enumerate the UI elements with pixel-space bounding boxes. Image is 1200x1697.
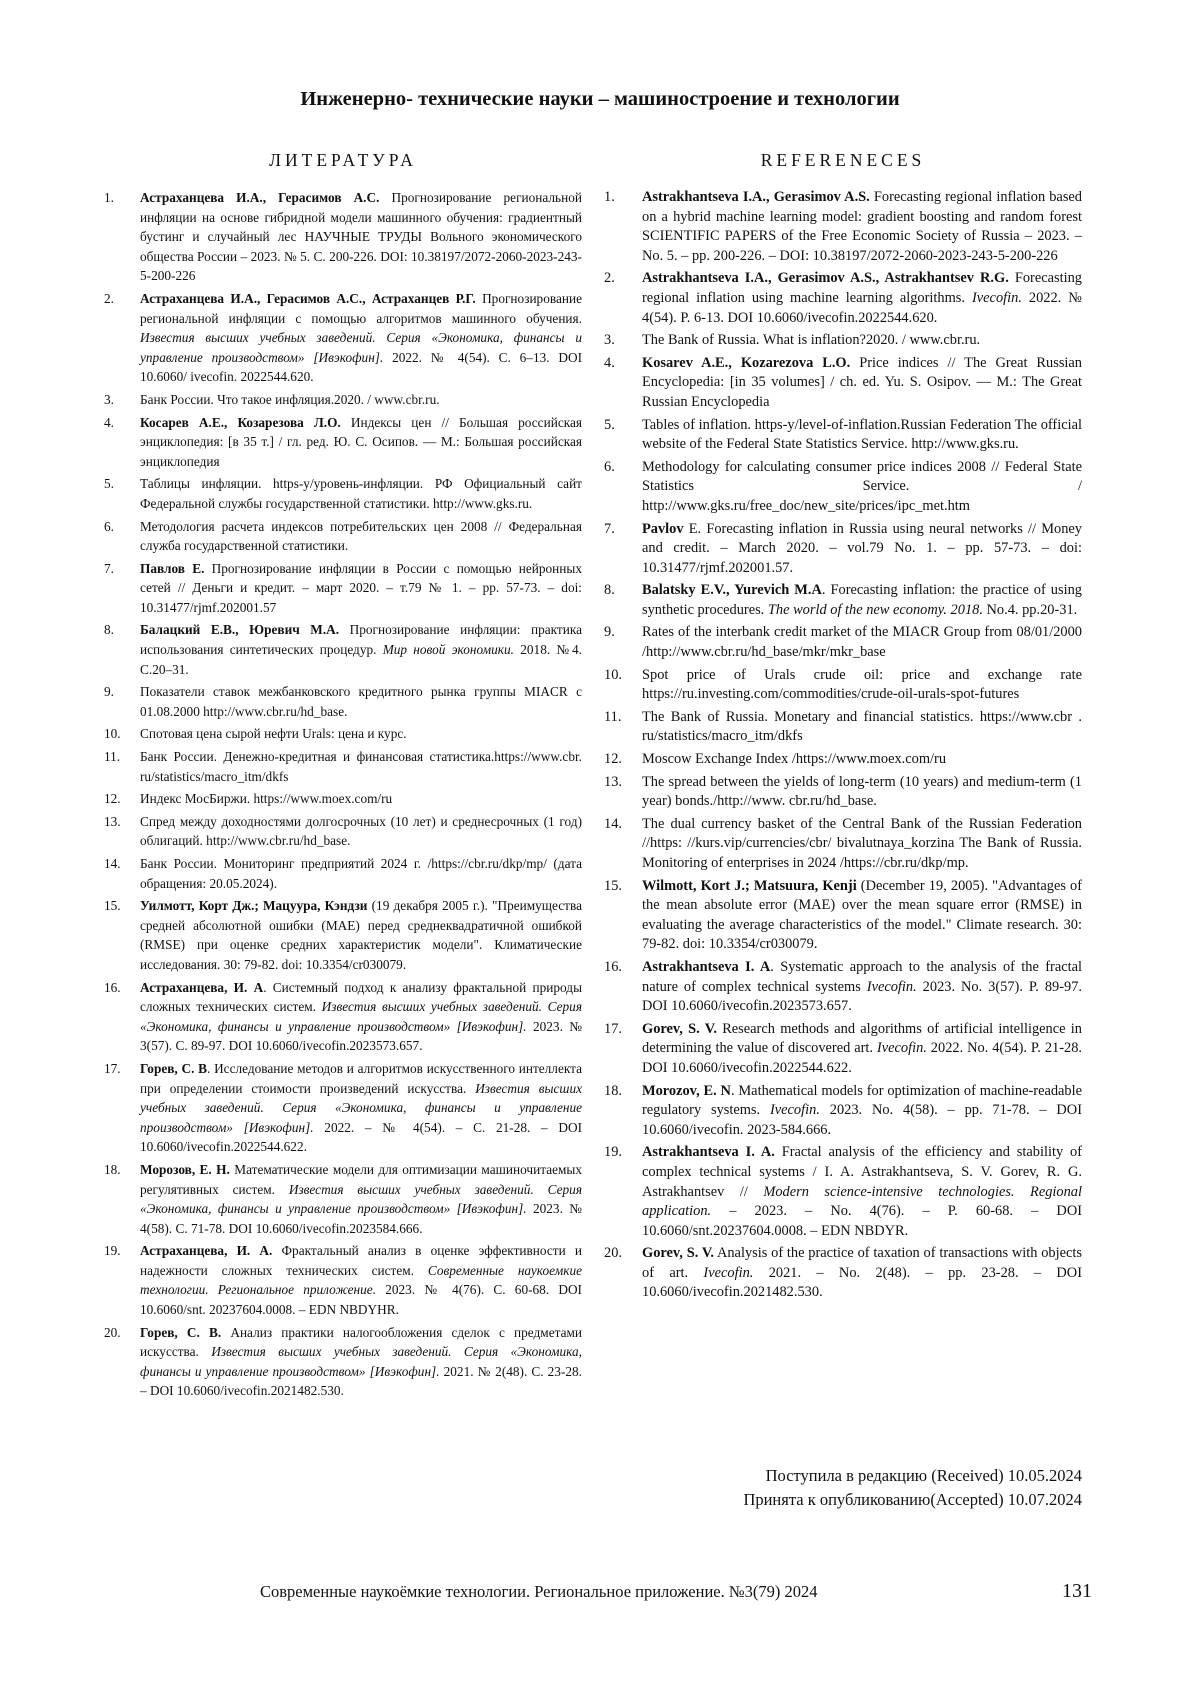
reference-number: 6.	[604, 458, 615, 475]
reference-text	[140, 413, 582, 472]
reference-bold: Pavlov	[642, 520, 684, 537]
reference-bold: Astrakhantseva I. A	[642, 958, 771, 975]
reference-text	[642, 958, 1082, 1017]
reference-tail: 2022. № 4(54). С. 6–13. DOI 10.6060/ ivecofin. 2022544.620.	[140, 349, 582, 385]
reference-number: 16.	[104, 979, 121, 995]
reference-number: 5.	[104, 476, 114, 492]
reference-number: 7.	[104, 560, 114, 576]
reference-before: Банк России. Мониторинг предприятий 2024 г. /https://cbr.ru/dkp/mp/ (дата обращения: 20.05.2024).	[140, 856, 582, 891]
reference-number: 8.	[604, 582, 615, 599]
reference-item	[104, 724, 582, 744]
reference-text	[642, 520, 1082, 579]
reference-italic: Ivecofin.	[703, 1264, 754, 1281]
reference-text	[140, 620, 582, 679]
reference-text	[642, 773, 1082, 812]
reference-text	[642, 269, 1082, 328]
reference-text	[642, 877, 1082, 955]
reference-tail: 2021. № 2(48). С. 23-28. – DOI 10.6060/ivecofin.2021482.530.	[140, 1363, 583, 1399]
reference-tail: – 2023. – No. 4(76). – P. 60-68. – DOI 10.6060/snt.20237604.0008. – EDN NBDYR.	[642, 1203, 1082, 1239]
reference-text	[642, 581, 1082, 620]
reference-item	[104, 682, 582, 721]
reference-number: 4.	[104, 414, 114, 430]
reference-number: 1.	[104, 190, 114, 205]
reference-bold: Морозов, Е. Н.	[140, 1161, 230, 1177]
reference-item	[604, 708, 1082, 747]
reference-before: Банк России. Что такое инфляция.2020. / www.cbr.ru.	[140, 391, 440, 407]
reference-before: Moscow Exchange Index /https://www.moex.com/ru	[642, 751, 947, 768]
reference-item	[604, 331, 1082, 351]
reference-bold: Morozov, E. N	[642, 1082, 731, 1099]
reference-text	[140, 474, 582, 513]
reference-after: . Systematic approach to the analysis of the fractal nature of complex technical systems	[642, 958, 1082, 995]
reference-after: Прогнозирование инфляции: практика использования синтетических процедур.	[140, 622, 582, 658]
reference-item	[104, 620, 582, 679]
submission-dates	[604, 1464, 1082, 1512]
reference-number: 3.	[604, 332, 615, 349]
reference-before: The Bank of Russia. What is inflation?2020. / www.cbr.ru.	[642, 332, 981, 349]
reference-number: 13.	[604, 773, 622, 790]
reference-text	[140, 289, 582, 387]
reference-text	[642, 708, 1082, 747]
reference-after: Индексы цен // Большая российская энциклопедия: [в 35 т.] / гл. ред. Ю. С. Осипов. — М.: Большая российская энциклопедия	[140, 414, 582, 469]
reference-text	[642, 750, 1082, 770]
reference-text	[140, 188, 582, 286]
reference-item	[104, 1160, 582, 1238]
reference-item	[604, 458, 1082, 517]
reference-after: Прогнозирование региональной инфляции на основе гибридной модели машинного обучения: градиентный бустинг и случайный лес НАУЧНЫЕ ТРУДЫ Вольного экономического общества России – 2023. № 5. С. 200-226. DOI: 10.38197/2072-2060-2023-243-5-200-226	[140, 190, 582, 284]
reference-italic: The world of the new economy. 2018.	[767, 601, 983, 618]
reference-item	[604, 958, 1082, 1017]
reference-item	[104, 1241, 582, 1319]
reference-text	[642, 1244, 1082, 1303]
reference-item	[104, 474, 582, 513]
reference-tail: 2022. No. 4(54). P. 21-28. DOI 10.6060/ivecofin.2022544.622.	[642, 1040, 1082, 1076]
reference-item	[604, 623, 1082, 662]
reference-text	[642, 1082, 1082, 1141]
reference-number: 8.	[104, 622, 114, 638]
reference-after: E. Forecasting inflation in Russia using neural networks // Money and credit. – March 2020. – vol.79 No. 1. – pp. 57-73. – doi: 10.31477/rjmf.202001.57.	[642, 520, 1082, 576]
reference-text	[140, 724, 582, 744]
reference-before: Таблицы инфляции. https-y/уровень-инфляции. РФ Официальный сайт Федеральной службы государственной статистики. http://www.gks.ru.	[140, 476, 582, 511]
reference-item	[104, 747, 582, 786]
reference-after: . Mathematical models for optimization of machine-readable regulatory systems.	[642, 1082, 1083, 1119]
reference-text	[642, 1143, 1082, 1241]
reference-text	[140, 854, 582, 893]
reference-after: Прогнозирование региональной инфляции с помощью алгоритмов машинного обучения.	[140, 290, 582, 326]
reference-italic: Мир новой экономики.	[382, 642, 514, 658]
reference-item	[604, 354, 1082, 413]
reference-bold: Уилмотт, Корт Дж.; Мацуура, Кэндзи	[140, 898, 368, 914]
reference-text	[642, 354, 1082, 413]
reference-item	[104, 896, 582, 974]
reference-item	[104, 188, 582, 286]
reference-item	[604, 581, 1082, 620]
literature-heading: ЛИТЕРАТУРА	[269, 150, 417, 170]
reference-italic: Известия высших учебных заведений. Серия «Экономика, финансы и управление производством» [Ивэкофин].	[140, 1080, 582, 1135]
reference-bold: Астраханцева, И. А.	[140, 1243, 273, 1259]
reference-number: 18.	[104, 1161, 121, 1177]
reference-bold: Gorev, S. V.	[642, 1245, 714, 1262]
reference-tail: 2018. №4. С.20–31.	[140, 642, 582, 677]
reference-bold: Астраханцева, И. А	[140, 979, 264, 995]
reference-bold: Astrakhantseva I. A.	[642, 1144, 775, 1161]
reference-text	[140, 812, 582, 851]
reference-item	[604, 1082, 1082, 1141]
reference-number: 19.	[104, 1243, 121, 1259]
reference-bold: Астраханцева И.А., Герасимов А.С.	[140, 190, 380, 205]
reference-text	[642, 188, 1082, 266]
reference-item	[604, 877, 1082, 955]
reference-bold: Павлов Е.	[140, 560, 205, 576]
reference-item	[104, 559, 582, 618]
reference-item	[604, 188, 1082, 266]
references-heading: REFERENECES	[760, 150, 926, 170]
reference-item	[104, 854, 582, 893]
reference-text	[642, 1020, 1082, 1079]
reference-number: 5.	[604, 416, 615, 433]
reference-number: 19.	[604, 1144, 622, 1161]
reference-item	[104, 789, 582, 809]
reference-after: . Исследование методов и алгоритмов искусственного интеллекта при определении стоимости произведений искусства.	[140, 1060, 583, 1096]
reference-text	[140, 896, 582, 974]
reference-tail: 2023. № 3(57). С. 89-97. DOI 10.6060/ivecofin.2023573.657.	[140, 1018, 582, 1054]
reference-before: Банк России. Денежно-кредитная и финансовая статистика.https://www.cbr. ru/statistics/macro_itm/dkfs	[140, 749, 582, 784]
reference-number: 11.	[104, 749, 121, 765]
reference-item	[604, 520, 1082, 579]
reference-item	[104, 1323, 582, 1401]
reference-tail: 2023. № 4(76). С. 60-68. DOI 10.6060/snt. 20237604.0008. – EDN NBDYHR.	[140, 1282, 582, 1318]
reference-item	[604, 666, 1082, 705]
reference-number: 18.	[604, 1082, 622, 1099]
reference-after: Прогнозирование инфляции в России с помощью нейронных сетей // Деньги и кредит. – март 2020. – т.79 № 1. – pp. 57-73. – doi: 10.31477/rjmf.202001.57	[140, 560, 582, 615]
reference-tail: 2021. – No. 2(48). – pp. 23-28. – DOI 10.6060/ivecofin.2021482.530.	[642, 1264, 1082, 1301]
reference-text	[140, 517, 582, 556]
reference-text	[642, 666, 1082, 705]
reference-number: 15.	[604, 877, 622, 894]
reference-number: 20.	[604, 1245, 622, 1262]
reference-number: 20.	[104, 1324, 121, 1340]
reference-text	[642, 623, 1082, 662]
reference-tail: 2022. – № 4(54). – С. 21-28. – DOI 10.6060/ivecofin.2022544.622.	[140, 1119, 582, 1155]
reference-bold: Gorev, S. V.	[642, 1020, 717, 1037]
reference-bold: Горев, С. В	[140, 1060, 208, 1076]
reference-number: 10.	[604, 666, 622, 683]
reference-item	[104, 413, 582, 472]
reference-bold: Balatsky E.V., Yurevich M.A	[642, 582, 822, 599]
reference-before: Spot price of Urals crude oil: price and exchange rate https://ru.investing.com/commodities/crude-oil-urals-spot-futures	[642, 666, 1082, 703]
reference-text	[140, 1160, 582, 1238]
reference-number: 14.	[104, 856, 121, 871]
reference-before: The dual currency basket of the Central Bank of the Russian Federation //https: //kurs.vip/currencies/cbr/ bivalutnaya_korzina The Bank of Russia. Monitoring of enterprises in 2024 /https://cbr.ru/dkp/mp.	[642, 815, 1082, 871]
reference-number: 12.	[604, 751, 622, 768]
reference-before: Спотовая цена сырой нефти Urals: цена и курс.	[140, 726, 407, 742]
reference-text	[140, 789, 582, 809]
reference-before: Индекс МосБиржи. https://www.moex.com/ru	[140, 791, 393, 807]
reference-item	[604, 1244, 1082, 1303]
reference-italic: Ivecofin.	[876, 1040, 927, 1057]
reference-text	[140, 390, 582, 410]
reference-item	[604, 750, 1082, 770]
reference-number: 4.	[604, 354, 615, 371]
reference-italic: Современные наукоемкие технологии. Региональное приложение.	[140, 1262, 582, 1298]
reference-item	[604, 1020, 1082, 1079]
reference-number: 15.	[104, 898, 121, 914]
reference-after: . Системный подход к анализу фрактальной природы сложных технических систем.	[140, 979, 583, 1015]
page-number: 131	[1062, 1580, 1092, 1602]
reference-item	[604, 1143, 1082, 1241]
reference-item	[104, 978, 582, 1056]
reference-number: 13.	[104, 813, 121, 829]
received-date: Поступила в редакцию (Received) 10.05.2024	[765, 1466, 1082, 1485]
reference-after: Forecasting regional inflation using machine learning algorithms.	[642, 270, 1082, 306]
reference-number: 2.	[104, 290, 114, 306]
reference-item	[104, 812, 582, 851]
reference-before: Показатели ставок межбанковского кредитного рынка группы MIACR с 01.08.2000 http://www.cbr.ru/hd_base.	[140, 684, 582, 719]
journal-name: Современные наукоёмкие технологии. Региональное приложение. №3(79) 2024	[260, 1582, 818, 1601]
reference-tail: 2023. № 4(58). С. 71-78. DOI 10.6060/ivecofin.2023584.666.	[140, 1201, 582, 1236]
reference-before: Methodology for calculating consumer price indices 2008 // Federal State Statistics Service. / http://www.gks.ru/free_doc/new_site/prices/ipc_met.htm	[642, 458, 1082, 514]
reference-after: (19 декабря 2005 г.). "Преимущества средней абсолютной ошибки (MAE) перед среднеквадратичной ошибкой (RMSE) при оценке средних характеристик модели". Климатические исследования. 30: 79-82. doi: 10.3354/cr030079.	[140, 898, 582, 972]
reference-item	[604, 269, 1082, 328]
reference-before: Спред между доходностями долгосрочных (10 лет) и среднесрочных (1 год) облигаций. http://www.cbr.ru/hd_base.	[140, 813, 582, 849]
reference-text	[140, 559, 582, 618]
reference-text	[642, 331, 1082, 351]
reference-item	[104, 517, 582, 556]
reference-after: (December 19, 2005). "Advantages of the mean absolute error (MAE) over the mean square error (RMSE) in evaluating the average characteristics of the model." Climate research. 30: 79-82. doi: 10.3354/cr030079.	[642, 877, 1082, 953]
reference-before: The spread between the yields of long-term (10 years) and medium-term (1 year) bonds./http://www. cbr.ru/hd_base.	[642, 773, 1082, 810]
references-russian	[104, 150, 582, 1404]
reference-text	[140, 978, 582, 1056]
reference-italic: Modern science-intensive technologies. Regional application.	[642, 1183, 1082, 1220]
reference-italic: Известия высших учебных заведений. Серия «Экономика, финансы и управление производством» [Ивэкофин].	[140, 330, 582, 365]
reference-list-en	[604, 188, 1082, 1303]
reference-after: Fractal analysis of the efficiency and stability of complex technical systems / I. A. Astrakhantseva, S. V. Gorev, R. G. Astrakhantsev //	[642, 1144, 1082, 1200]
reference-item	[604, 815, 1082, 874]
references-english	[604, 150, 1082, 1306]
reference-text	[140, 682, 582, 721]
reference-number: 10.	[104, 726, 121, 742]
reference-italic: Ivecofin.	[769, 1102, 820, 1119]
reference-text	[642, 458, 1082, 517]
reference-after: Математические модели для оптимизации машиночитаемых регулятивных систем.	[140, 1161, 582, 1197]
reference-text	[642, 815, 1082, 874]
reference-number: 9.	[104, 684, 114, 700]
reference-tail: 2023. No. 4(58). – pp. 71-78. – DOI 10.6060/ivecofin. 2023-584.666.	[642, 1102, 1082, 1138]
reference-item	[104, 289, 582, 387]
reference-before: The Bank of Russia. Monetary and financial statistics. https://www.cbr . ru/statistics/macro_itm/dkfs	[642, 708, 1082, 745]
page-header	[0, 88, 1200, 111]
reference-number: 11.	[604, 708, 622, 725]
reference-bold: Kosarev A.E., Kozarezova L.O.	[642, 354, 851, 371]
reference-after: Research methods and algorithms of artificial intelligence in determining the value of discovered art.	[642, 1020, 1082, 1057]
reference-text	[140, 747, 582, 786]
reference-number: 16.	[604, 958, 622, 975]
reference-after: Анализ практики налогообложения сделок с предметами искусства.	[140, 1324, 582, 1360]
reference-bold: Балацкий Е.В., Юревич М.А.	[140, 622, 340, 638]
reference-text	[140, 1241, 582, 1319]
reference-text	[642, 416, 1082, 455]
reference-before: Методология расчета индексов потребительских цен 2008 // Федеральная служба государственной статистики.	[140, 518, 582, 554]
reference-italic: Ivecofin.	[971, 289, 1022, 306]
accepted-date: Принята к опубликованию(Accepted) 10.07.2024	[743, 1490, 1082, 1509]
reference-number: 17.	[604, 1020, 622, 1037]
page-footer	[0, 1582, 1200, 1606]
reference-item	[104, 390, 582, 410]
reference-text	[140, 1059, 582, 1157]
reference-before: Tables of inflation. https-y/level-of-inflation.Russian Federation The official website of the Federal State Statistics Service. http://www.gks.ru.	[642, 416, 1082, 453]
reference-before: Rates of the interbank credit market of the MIACR Group from 08/01/2000 /http://www.cbr.ru/hd_base/mkr/mkr_base	[642, 624, 1082, 661]
reference-number: 14.	[604, 815, 622, 832]
reference-text	[140, 1323, 582, 1401]
reference-italic: Известия высших учебных заведений. Серия «Экономика, финансы и управление производством» [Ивэкофин].	[140, 1344, 582, 1379]
reference-tail: No.4. pp.20-31.	[982, 601, 1078, 618]
reference-after: Forecasting regional inflation based on a hybrid machine learning model: gradient boosting and random forest SCIENTIFIC PAPERS of the Free Economic Society of Russia – 2023. – No. 5. – pp. 200-226. – DOI: 10.38197/2072-2060-2023-243-5-200-226	[642, 189, 1083, 264]
reference-number: 6.	[104, 518, 114, 534]
reference-number: 7.	[604, 520, 615, 537]
reference-italic: Известия высших учебных заведений. Серия «Экономика, финансы и управление производством» [Ивэкофин].	[140, 1181, 582, 1217]
reference-after: . Forecasting inflation: the practice of using synthetic procedures.	[642, 582, 1082, 618]
reference-tail: 2022. № 4(54). P. 6-13. DOI 10.6060/ivecofin.2022544.620.	[642, 289, 1082, 326]
reference-bold: Wilmott, Kort J.; Matsuura, Kenji	[642, 877, 857, 894]
reference-bold: Косарев А.Е., Козарезова Л.О.	[140, 414, 341, 430]
reference-tail: 2023. No. 3(57). P. 89-97. DOI 10.6060/ivecofin.2023573.657.	[642, 978, 1083, 1015]
reference-after: Analysis of the practice of taxation of transactions with objects of art.	[642, 1245, 1082, 1281]
reference-number: 12.	[104, 791, 121, 807]
reference-bold: Горев, С. В.	[140, 1324, 222, 1340]
reference-number: 9.	[604, 624, 615, 641]
reference-number: 17.	[104, 1060, 121, 1076]
reference-italic: Ivecofin.	[866, 978, 917, 995]
reference-after: Price indices // The Great Russian Encyclopedia: [in 35 volumes] / ch. ed. Yu. S. Osipov. — M.: The Great Russian Encyclopedia	[642, 354, 1083, 410]
reference-number: 1.	[604, 189, 615, 205]
reference-italic: Известия высших учебных заведений. Серия «Экономика, финансы и управление производством» [Ивэкофин].	[140, 999, 582, 1034]
section-title: Инженерно- технические науки – машиностроение и технологии	[300, 88, 900, 110]
reference-item	[604, 773, 1082, 812]
reference-bold: Astrakhantseva I.A., Gerasimov A.S., Astrakhantsev R.G.	[642, 270, 1009, 287]
reference-bold: Astrakhantseva I.A., Gerasimov A.S.	[642, 189, 870, 205]
reference-number: 2.	[604, 270, 615, 287]
reference-list-ru	[104, 188, 582, 1401]
reference-item	[604, 416, 1082, 455]
reference-item	[104, 1059, 582, 1157]
reference-number: 3.	[104, 391, 114, 407]
reference-bold: Астраханцева И.А., Герасимов А.С., Астраханцев Р.Г.	[140, 290, 476, 306]
reference-after: Фрактальный анализ в оценке эффективности и надежности сложных технических систем.	[140, 1243, 582, 1278]
